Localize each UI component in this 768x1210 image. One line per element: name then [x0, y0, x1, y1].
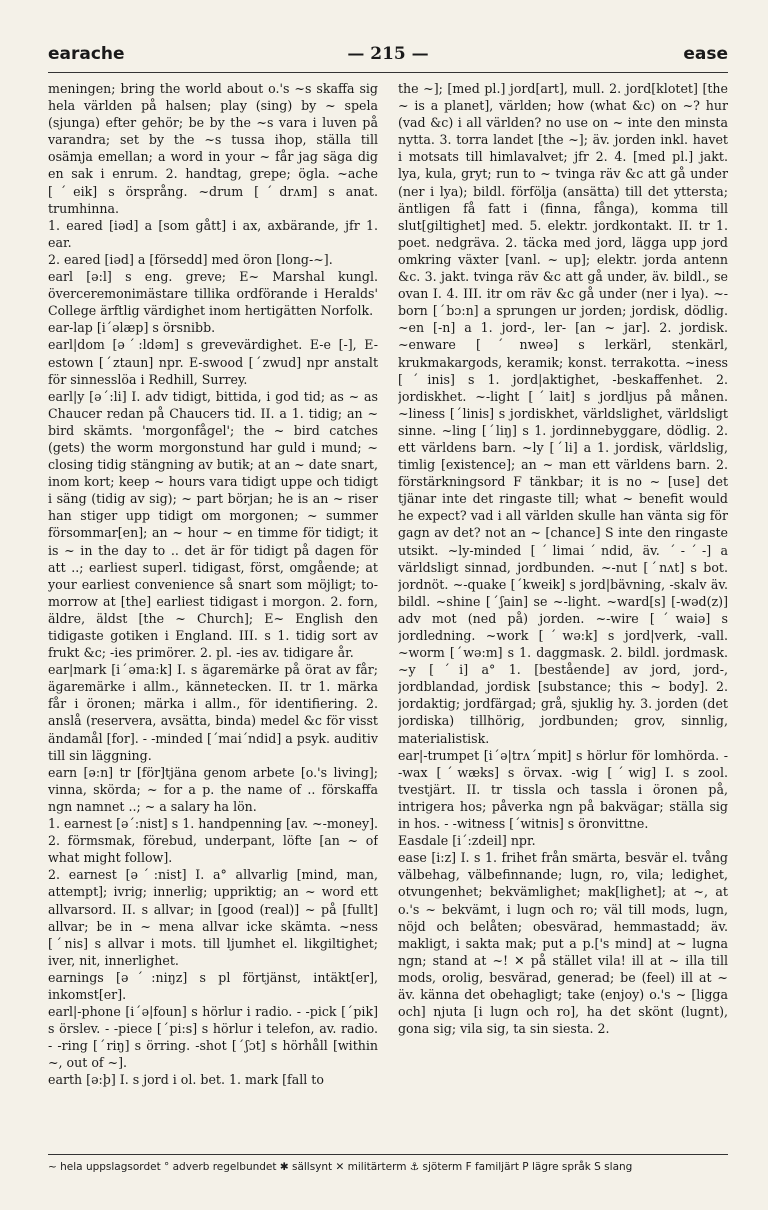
dictionary-entry: 1. earnest [əˊ:nist] s 1. handpenning [av. ~-money]. 2. förmsmak, förebud, underpant, löfte [an ~ of what might follow].: [48, 816, 378, 866]
right-column: [398, 80, 728, 1142]
last-headword: ease: [683, 44, 728, 64]
abbreviation-legend: ~ hela uppslagsordet ° adverb regelbundet ✱ sällsynt ✕ militärterm ⚓ sjöterm F familjärt P lägre språk S slang: [48, 1154, 728, 1173]
dictionary-entry: ear|mark [iˊəma:k] I. s ägaremärke på örat av får; ägaremärke i allm., kännetecken. II. tr 1. märka får i öronen; märka i allm., för identifiering. 2. anslå (reservera, avsätta, binda) medel &c för visst ändamål [for]. - -minded [ˊmaiˊndid] a psyk. auditiv till sin läggning.: [48, 662, 378, 763]
dictionary-entry: earl [ə:l] s eng. greve; E~ Marshal kungl. överceremonimästare tillika ordförande i Heralds' College ärftlig värdighet inom hertigätten Norfolk.: [48, 269, 378, 319]
entry-columns: [48, 80, 728, 1142]
first-headword: earache: [48, 44, 125, 64]
dictionary-entry: earth [ə:þ] I. s jord i ol. bet. 1. mark [fall to: [48, 1072, 324, 1088]
dictionary-entry: Easdale [iˊ:zdeil] npr.: [398, 833, 536, 849]
dictionary-entry: ear|-trumpet [iˊə|trʌˊmpit] s hörlur för lomhörda. - -wax [ˊwæks] s örvax. -wig [ˊwig] I. s zool. tvestjärt. II. tr tissla och tassla i öronen på, intrigera hos; påverka ngn på bakvägar; ställa sig in hos. - -witness [ˊwitnis] s öronvittne.: [398, 747, 728, 832]
dictionary-entry: 2. eared [iəd] a [försedd] med öron [long-~].: [48, 251, 333, 267]
dictionary-entry: earl|-phone [iˊə|foun] s hörlur i radio. - -pick [ˊpik] s örslev. - -piece [ˊpi:s] s hörlur i telefon, av. radio. - -ring [ˊriŋ] s örring. -shot [ˊʃɔt] s hörhåll [within ~, out of ~].: [48, 1004, 378, 1071]
dictionary-entry: earnings [əˊ:niŋz] s pl förtjänst, intäkt[er], inkomst[er].: [48, 969, 378, 1002]
dictionary-entry: ease [i:z] I. s 1. frihet från smärta, besvär el. tvång välbehag, välbefinnande; lugn, ro, vila; ledighet, otvungenhet; bekvämlighet; mak[lighet]; at ~, at o.'s ~ bekvämt, i lugn och ro; väl till mods, lugn, nöjd och belåten; obesvärad, hemmastadd; äv. makligt, i sakta mak; put a p.['s mind] at ~ lugna ngn; stand at ~! ✕ på stället vila! ill at ~ illa till mods, orolig, besvärad, generad; be (feel) ill at ~ äv. känna det obehagligt; take (enjoy) o.'s ~ [ligga och] njuta [i lugn och ro], ha det skönt (lugnt), gona sig; vila sig, ta sin siesta. 2.: [398, 850, 728, 1037]
page-number: — 215 —: [347, 44, 429, 64]
dictionary-entry: 2. earnest [əˊ:nist] I. a° allvarlig [mind, man, attempt]; ivrig; innerlig; uppriktig; an ~ word ett allvarsord. II. s allvar; in [good (real)] ~ på [fullt] allvar; be in ~ mena allvar icke skämta. ~ness [ˊnis] s allvar i mots. till ljumhet el. likgiltighet; iver, nit, innerlighet.: [48, 867, 378, 968]
dictionary-page: [48, 40, 728, 1190]
dictionary-entry: the ~]; [med pl.] jord[art], mull. 2. jord[klotet] [the ~ is a planet], världen; how (what &c) on ~? hur (vad &c) i all världen? no use on ~ inte den minsta nytta. 3. torra landet [the ~]; äv. jorden inkl. havet i motsats till himlavalvet; jfr 2. 4. [med pl.] jakt. lya, kula, gryt; run to ~ tvinga räv &c att gå under (ner i lya); bildl. förfölja (ansätta) till det yttersta; äntligen få fatt i (finna, fånga), komma till slut[giltighet] med. 5. elektr. jordkontakt. II. tr 1. poet. nedgräva. 2. täcka med jord, lägga upp jord omkring växter [vanl. ~ up]; elektr. jorda antenn &c. 3. jakt. tvinga räv &c att gå under, äv. bildl., se ovan I. 4. III. itr om räv &c gå under (ner i lya). ~-born [ˊbɔ:n] a sprungen ur jorden; jordisk, dödlig. ~en [-n] a 1. jord-, ler- [an ~ jar]. 2. jordisk. ~enware [ˊnweə] s lerkärl, stenkärl, krukmakargods, keramik; konst. terrakotta. ~iness [ˊinis] s 1. jord|aktighet, -beskaffenhet. 2. jordiskhet. ~-light [ˊlait] s jordljus på månen. ~liness [ˊlinis] s jordiskhet, världslighet, världsligt sinne. ~ling [ˊliŋ] s 1. jordinnebyggare, dödlig. 2. ett världens barn. ~ly [ˊli] a 1. jordisk, världslig, timlig [existence]; an ~ man ett världens barn. 2. förstärkningsord F tänkbar; it is no ~ [use] det tjänar inte det ringaste till; what ~ benefit would he expect? vad i all världen skulle han vänta sig för gagn av det? not an ~ [chance] S inte den ringaste utsikt. ~ly-minded [ˊlimaiˊndid, äv. ˊ-ˊ-] a världsligt sinnad, jordbunden. ~-nut [ˊnʌt] s bot. jordnöt. ~-quake [ˊkweik] s jord|bävning, -skalv äv. bildl. ~shine [ˊʃain] se ~-light. ~ward[s] [-wəd(z)] adv mot (ned på) jorden. ~-wire [ˊwaiə] s jordledning. ~work [ˊwə:k] s jord|verk, -vall. ~worm [ˊwə:m] s 1. daggmask. 2. bildl. jordmask. ~y [ˊi] a° 1. [bestående] av jord, jord-, jordblandad, jordisk [substance; this ~ body]. 2. jordaktig; jordfärgad; grå, sjuklig hy. 3. jorden (det jordiska) tillhörig, jordbunden; grov, sinnlig, materialistisk.: [398, 81, 728, 746]
dictionary-entry: ear-lap [iˊəlæp] s örsnibb.: [48, 320, 216, 336]
left-column: [48, 80, 378, 1142]
dictionary-entry: earl|y [əˊ:li] I. adv tidigt, bittida, i god tid; as ~ as Chaucer redan på Chaucers tid. II. a 1. tidig; an ~ bird skämts. 'morgonfågel'; the ~ bird catches (gets) the worm morgonstund har guld i mund; ~ closing tidig stängning av butik; at an ~ date snart, inom kort; keep ~ hours vara tidigt uppe och tidigt i säng (tidig av sig); ~ part början; he is an ~ riser han stiger upp tidigt om morgonen; ~ summer försommar[en]; an ~ hour ~ en timme för tidigt; it is ~ in the day to .. det är för tidigt på dagen för att ..; earliest superl. tidigast, först, omgående; at your earliest convenience så snart som möjligt; to-morrow at [the] earliest tidigast i morgon. 2. forn, äldre, äldst [the ~ Church]; E~ English den tidigaste gotiken i England. III. s 1. tidig sort av frukt &c; -ies primörer. 2. pl. -ies av. tidigare år.: [48, 388, 378, 661]
dictionary-entry: meningen; bring the world about o.'s ~s skaffa sig hela världen på halsen; play (sing) by ~ spela (sjunga) efter gehör; be by the ~s vara i luven på varandra; set by the ~s tussa ihop, ställa till osämja emellan; a word in your ~ får jag säga dig en sak i enrum. 2. handtag, grepe; ögla. ~ache [ˊeik] s örsprång. ~drum [ˊdrʌm] s anat. trumhinna.: [48, 81, 378, 216]
page-header: [48, 40, 728, 73]
dictionary-entry: earl|dom [əˊ:ldəm] s grevevärdighet. E-e [-], E-estown [ˊztaun] npr. E-swood [ˊzwud] npr anstalt för sinnesslöa i Redhill, Surrey.: [48, 337, 378, 387]
dictionary-entry: 1. eared [iəd] a [som gått] i ax, axbärande, jfr 1. ear.: [48, 217, 378, 250]
dictionary-entry: earn [ə:n] tr [för]tjäna genom arbete [o.'s living]; vinna, skörda; ~ for a p. the name of .. förskaffa ngn namnet ..; ~ a salary ha lön.: [48, 764, 378, 814]
